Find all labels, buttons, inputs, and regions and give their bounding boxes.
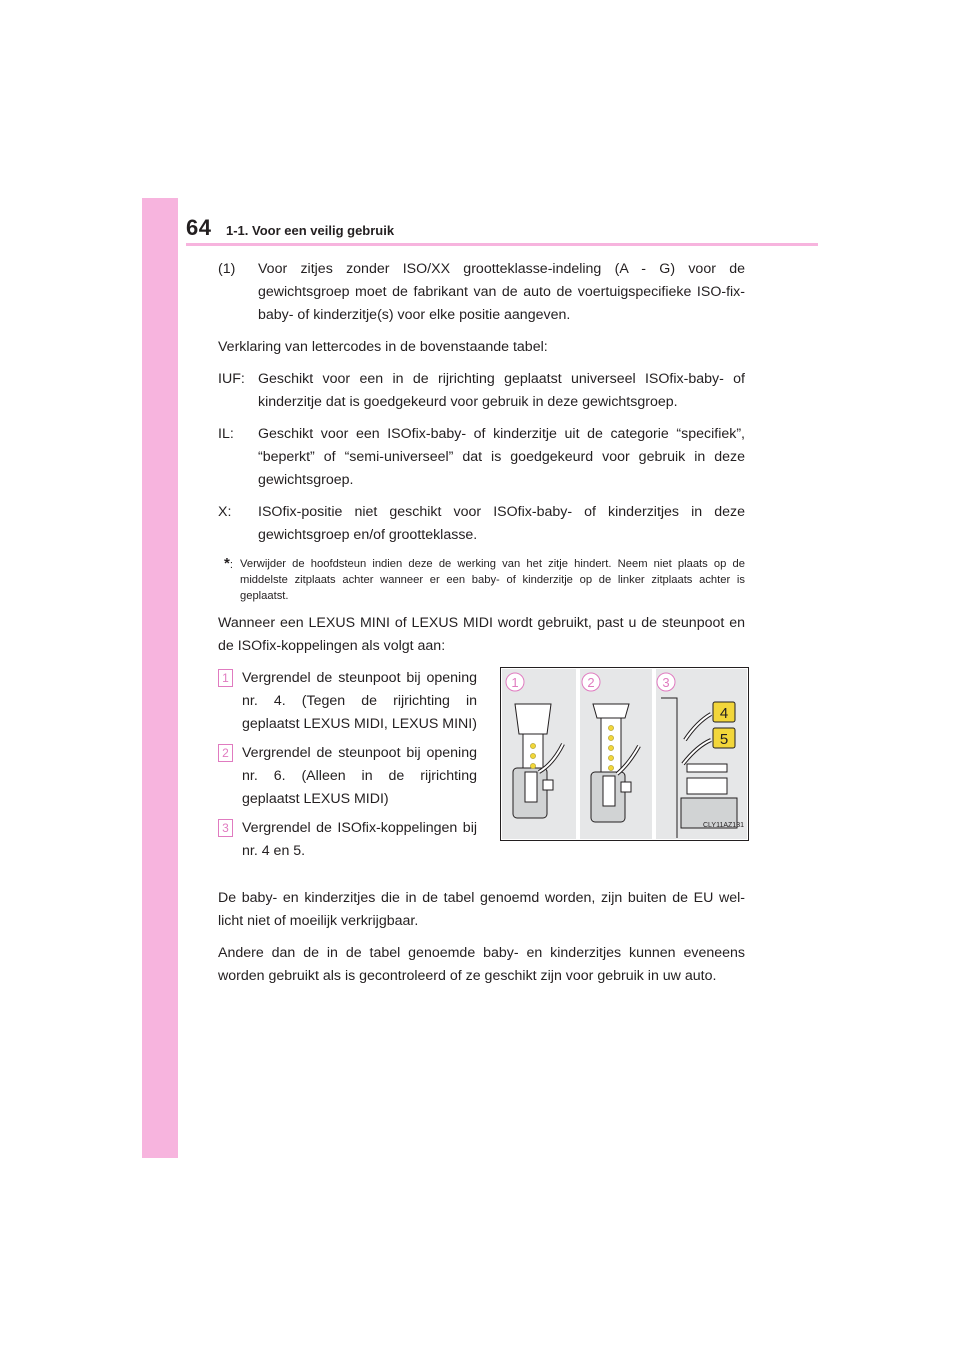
figure-code: CLY11AZ131 (703, 822, 744, 829)
step-2-text: Vergrendel de steunpoot bij opening nr. 6. (Alleen in de rijrichting geplaatst LEXUS MIDI) (242, 745, 477, 807)
chapter-sidebar-tab (142, 198, 178, 1158)
note-1-label: (1) (218, 261, 236, 277)
legend-iuf-label: IUF: (218, 371, 245, 387)
step-2 (218, 742, 477, 811)
legend-x-label: X: (218, 504, 232, 520)
legend-intro: Verklaring van lettercodes in de bovenstaande tabel: (218, 339, 548, 355)
step-3 (218, 817, 477, 863)
legend-il (218, 423, 745, 492)
legend-iuf-text: Geschikt voor een in de rijrichting geplaatst universeel ISOfix-baby- of kinderzitje dat is goedgekeurd voor gebruik in deze gewichtsgroep. (258, 371, 745, 410)
support-leg-illustration (500, 667, 749, 841)
legend-il-text: Geschikt voor een ISOfix-baby- of kinderzitje uit de categorie “specifiek”, “beperkt” of “semi-universeel” dat is goedgekeurd voor gebruik in deze gewichtsgroep. (258, 426, 745, 488)
panel-callout-3: 3 (662, 675, 670, 690)
panel-callout-1: 1 (511, 675, 519, 690)
step-2-number: 2 (218, 744, 233, 762)
panel-callout-2: 2 (587, 675, 595, 690)
slot-label-4: 4 (719, 705, 729, 722)
step-1-text: Vergrendel de steunpoot bij opening nr. 4. (Tegen de rijrichting in geplaatst LEXUS MIDI, LEXUS MINI) (242, 670, 477, 732)
lexus-intro: Wanneer een LEXUS MINI of LEXUS MIDI wordt gebruikt, past u de steunpoot en de ISOfix-koppelingen als volgt aan: (218, 615, 745, 654)
footnote-text: Verwijder de hoofdsteun indien deze de werking van het zitje hindert. Neem niet plaats op de middelste zitplaats achter wanneer er een baby- of kinderzitje op de linker zitplaats achter is geplaatst. (240, 558, 745, 602)
step-3-number: 3 (218, 819, 233, 837)
note-1 (218, 258, 745, 327)
closing-paragraph-2: Andere dan de in de tabel genoemde baby- en kinderzitjes kunnen eveneens worden gebruikt als is gecontroleerd of ze geschikt zijn voor gebruik in uw auto. (218, 945, 745, 984)
legend-il-label: IL: (218, 426, 234, 442)
legend-iuf (218, 368, 745, 414)
step-3-text: Vergrendel de ISOfix-koppelingen bij nr. 4 en 5. (242, 820, 477, 859)
step-1 (218, 667, 477, 736)
page-content (218, 258, 745, 997)
footnote-marker: *: (224, 555, 233, 572)
header-rule (186, 243, 818, 246)
note-1-text: Voor zitjes zonder ISO/XX grootteklasse-indeling (A - G) voor de gewichtsgroep moet de fabrikant van de auto de voertuigspecifieke ISO-fix-baby- of kinderzitje(s) voor elke positie aangeven. (258, 261, 745, 323)
panel-1-highlight (530, 743, 535, 768)
closing-paragraph-1: De baby- en kinderzitjes die in de tabel genoemd worden, zijn buiten de EU wel-licht niet of moeilijk verkrijgbaar. (218, 890, 745, 929)
slot-label-5: 5 (719, 731, 729, 748)
step-list (218, 667, 477, 869)
step-1-number: 1 (218, 669, 233, 687)
page-number: 64 (186, 215, 212, 240)
legend-x-text: ISOfix-positie niet geschikt voor ISOfix-baby- of kinderzitjes in deze gewichtsgroep en/of grootteklasse. (258, 504, 745, 543)
legend-x (218, 501, 745, 547)
footnote (218, 556, 745, 604)
section-title: 1-1. Voor een veilig gebruik (226, 223, 395, 238)
steps-section (218, 667, 745, 879)
